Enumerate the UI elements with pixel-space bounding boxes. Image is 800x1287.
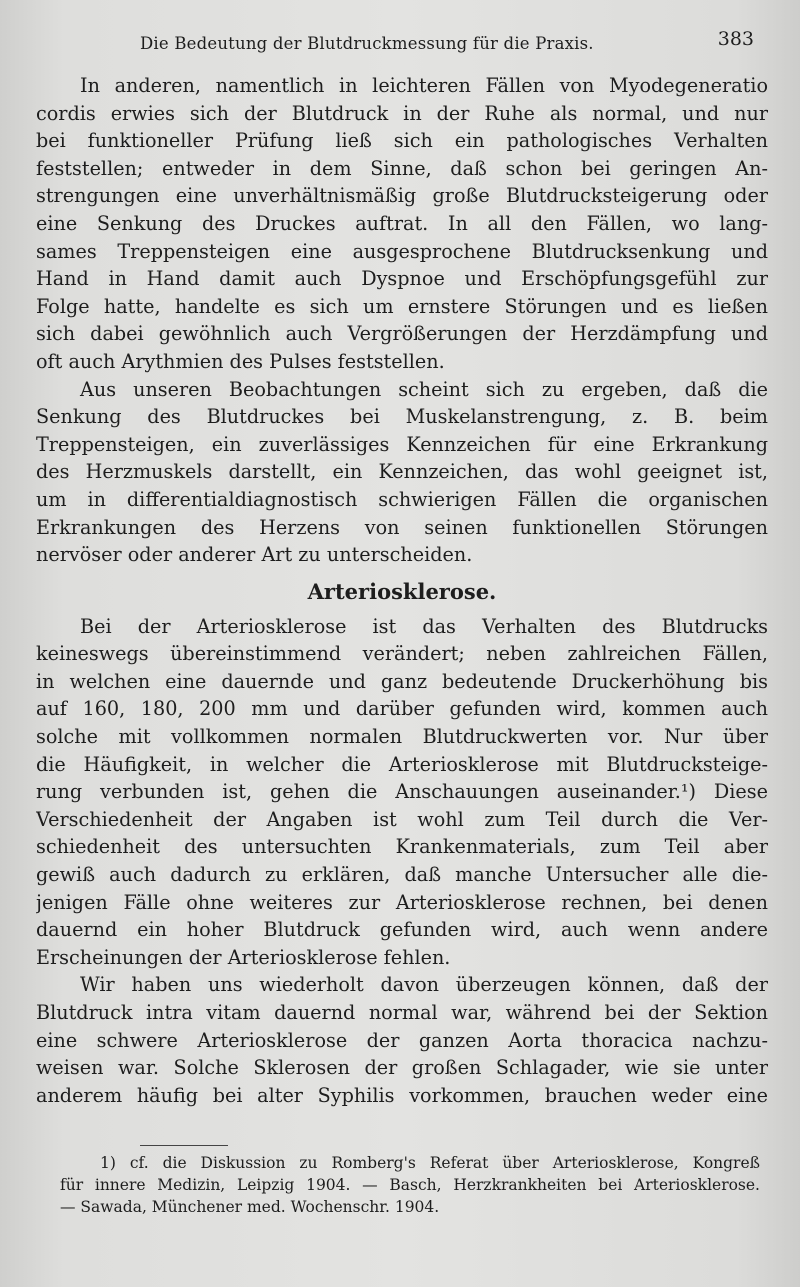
text-line: dauernd ein hoher Blutdruck gefunden wird, auch wenn andere xyxy=(36,918,768,942)
text-line: eine Senkung des Druckes auftrat. In all den Fällen, wo lang- xyxy=(36,211,768,235)
text-line: sames Treppensteigen eine ausgesprochene Blutdrucksenkung und xyxy=(36,239,768,263)
text-line: in welchen eine dauernde und ganz bedeutende Druckerhöhung bis xyxy=(36,669,768,693)
text-line: Senkung des Blutdruckes bei Muskelanstrengung, z. B. beim xyxy=(36,405,768,429)
text-line: feststellen; entweder in dem Sinne, daß schon bei geringen An- xyxy=(36,156,768,180)
text-line: bei funktioneller Prüfung ließ sich ein pathologisches Verhalten xyxy=(36,129,768,153)
text-line: anderem häufig bei alter Syphilis vorkommen, brauchen weder eine xyxy=(36,1083,768,1107)
footnotes xyxy=(60,1152,760,1218)
text-line: keineswegs übereinstimmend verändert; neben zahlreichen Fällen, xyxy=(36,642,768,666)
text-line: des Herzmuskels darstellt, ein Kennzeichen, das wohl geeignet ist, xyxy=(36,460,768,484)
footnote-line: für innere Medizin, Leipzig 1904. — Basch, Herzkrankheiten bei Arteriosklerose. xyxy=(60,1176,760,1194)
page-header xyxy=(40,28,754,58)
paragraph-beobachtungen xyxy=(36,376,768,569)
text-line: strengungen eine unverhältnismäßig große Blutdrucksteigerung oder xyxy=(36,184,768,208)
text-line: Verschiedenheit der Angaben ist wohl zum Teil durch die Ver- xyxy=(36,807,768,831)
paragraph-arteriosklerose xyxy=(36,613,768,972)
paragraph-myodegeneratio xyxy=(36,72,768,376)
text-line: eine schwere Arteriosklerose der ganzen Aorta thoracica nachzu- xyxy=(36,1028,768,1052)
footnote-line: 1) cf. die Diskussion zu Romberg's Referat über Arteriosklerose, Kongreß xyxy=(100,1154,760,1172)
text-line: Blutdruck intra vitam dauernd normal war, während bei der Sektion xyxy=(36,1001,768,1024)
section-heading: Arteriosklerose. xyxy=(307,578,497,604)
running-title: Die Bedeutung der Blutdruckmessung für die Praxis. xyxy=(140,34,594,53)
text-line: auf 160, 180, 200 mm und darüber gefunden wird, kommen auch xyxy=(36,697,768,721)
text-line: gewiß auch dadurch zu erklären, daß manche Untersucher alle die- xyxy=(36,863,768,887)
text-line: cordis erwies sich der Blutdruck in der Ruhe als normal, und nur xyxy=(36,101,768,125)
text-line: nervöser oder anderer Art zu unterscheiden. xyxy=(36,543,473,567)
text-line: Bei der Arteriosklerose ist das Verhalten des Blutdrucks xyxy=(80,614,768,638)
text-line: In anderen, namentlich in leichteren Fällen von Myodegeneratio xyxy=(80,74,768,97)
text-line: solche mit vollkommen normalen Blutdruckwerten vor. Nur über xyxy=(36,725,768,749)
paragraph-sektion xyxy=(36,971,768,1109)
text-line: schiedenheit des untersuchten Krankenmaterials, zum Teil aber xyxy=(36,835,768,859)
text-line: jenigen Fälle ohne weiteres zur Arteriosklerose rechnen, bei denen xyxy=(36,890,768,914)
text-line: um in differentialdiagnostisch schwierigen Fällen die organischen xyxy=(36,487,768,511)
text-line: die Häufigkeit, in welcher die Arteriosklerose mit Blutdrucksteige- xyxy=(36,752,768,776)
text-line: Erkrankungen des Herzens von seinen funktionellen Störungen xyxy=(36,515,768,539)
text-line: rung verbunden ist, gehen die Anschauungen auseinander.¹) Diese xyxy=(36,780,768,804)
text-line: Erscheinungen der Arteriosklerose fehlen. xyxy=(36,945,451,969)
text-line: weisen war. Solche Sklerosen der großen Schlagader, wie sie unter xyxy=(36,1056,768,1080)
text-line: Treppensteigen, ein zuverlässiges Kennzeichen für eine Erkrankung xyxy=(36,432,768,456)
text-line: Hand in Hand damit auch Dyspnoe und Erschöpfungsgefühl zur xyxy=(36,267,768,291)
text-line: Aus unseren Beobachtungen scheint sich zu ergeben, daß die xyxy=(80,377,768,401)
text-line: sich dabei gewöhnlich auch Vergrößerungen der Herzdämpfung und xyxy=(36,322,768,346)
footnote-divider xyxy=(140,1145,228,1146)
text-line: oft auch Arythmien des Pulses feststellen. xyxy=(36,349,445,373)
footnote-line: — Sawada, Münchener med. Wochenschr. 1904. xyxy=(60,1198,440,1216)
text-line: Folge hatte, handelte es sich um ernstere Störungen und es ließen xyxy=(36,294,768,318)
text-line: Wir haben uns wiederholt davon überzeugen können, daß der xyxy=(80,973,768,997)
page-number: 383 xyxy=(717,28,754,50)
body-text xyxy=(36,72,768,1109)
